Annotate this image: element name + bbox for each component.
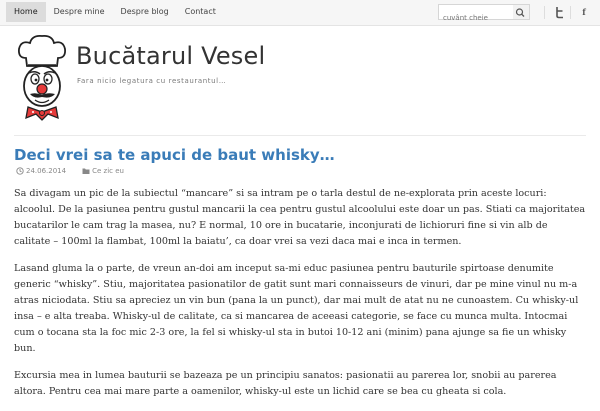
search-icon [513,6,528,20]
nav-item-despre-blog[interactable]: Despre blog [120,7,169,16]
header-divider [14,135,586,136]
search-button[interactable] [513,4,530,20]
folder-icon [82,167,90,175]
search-input[interactable] [439,11,515,25]
search-box [438,4,514,20]
chef-logo [14,34,70,130]
divider [544,6,545,19]
post-content [14,186,586,411]
nav-item-home[interactable]: Home [6,2,46,22]
site-title[interactable]: Bucătarul Vesel [76,42,266,70]
main-nav [6,2,224,22]
site-tagline: Fara nicio legatura cu restaurantul… [77,77,227,85]
top-bar [0,0,600,26]
post-paragraph: Sa divagam un pic de la subiectul “mancare” si sa intram pe o tarla destul de ne-explorata prin aceste locuri: alcoolul. De la pasiunea pentru gustul mancarii la cea pentru gustul alcoolului este doar un pas. Stiati ca majoritatea bucatarilor le cam trag la masea, nu? E normal, 10 ore in bucatarie, inconjurati de lichioruri fine si vin alb de calitate – 100ml la flambat, 100ml la baiatu’, ca doar vrei sa vezi daca mai e inca in termen. [14,188,586,247]
post-category[interactable]: Ce zic eu [92,167,124,175]
facebook-link[interactable]: f [582,7,586,17]
post-meta [16,167,127,175]
post-paragraph: Lasand gluma la o parte, de vreun an-doi am inceput sa-mi educ pasiunea pentru bauturile spirtoase denumite generic “whisky”. Stiu, majoritatea pasionatilor de gatit sunt mari connaisseurs de vinuri, dar pe mine vinul nu m-a atras niciodata. Stiu sa apreciez un vin bun (pana la un punct), dar mai mult de atat nu ne cunoastem. Cu whisky-ul insa – e alta treaba. Whisky-ul de calitate, ca si mancarea de aceeasi categorie, se face cu munca multa. Intocmai cum o tocana sta la foc mic 2-3 ore, la fel si whisky-ul sta in butoi 10-12 ani (minim) pana ajunge sa fie un whisky bun. [14,263,579,354]
post-paragraph: Excursia mea in lumea bauturii se bazeaza pe un principiu sanatos: pasionatii au parerea lor, snobii au parerea altora. Pentru cea mai mare parte a oamenilor, whisky-ul este un lichid care se bea cu gheata si cola. [14,370,557,397]
nav-item-despre-mine[interactable]: Despre mine [53,7,105,16]
twitter-link[interactable] [550,4,570,20]
post-date: 24.06.2014 [26,167,67,175]
clock-icon [16,167,24,175]
divider [570,6,571,19]
nav-item-contact[interactable]: Contact [184,7,216,16]
twitter-icon [555,4,565,20]
post-title[interactable]: Deci vrei sa te apuci de baut whisky… [14,146,335,164]
